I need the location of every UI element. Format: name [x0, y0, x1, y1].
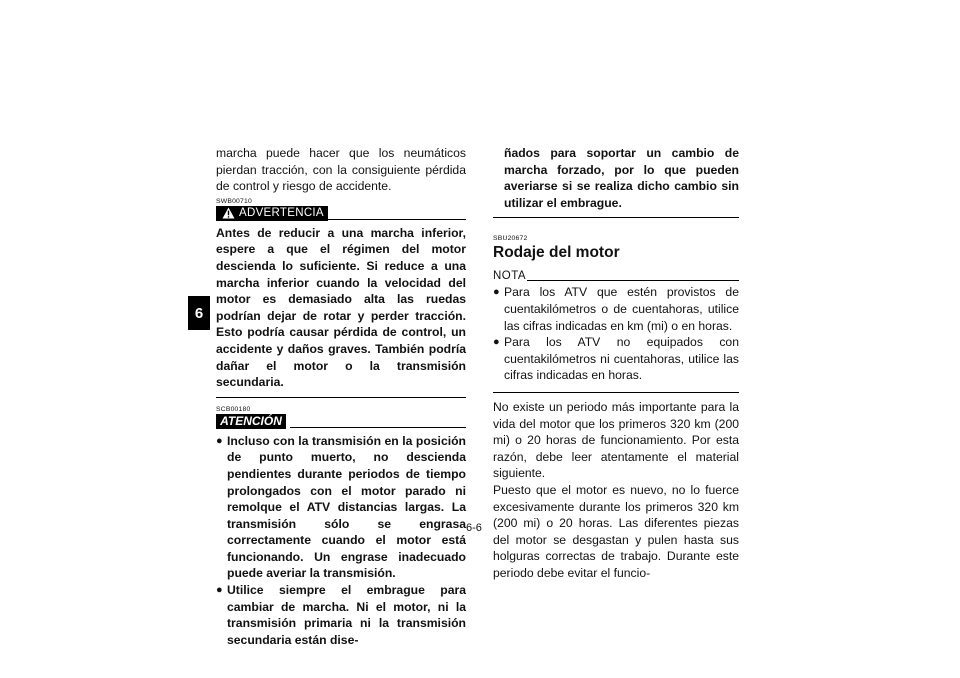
section-code: SBU20672 — [493, 235, 528, 243]
left-column — [216, 145, 466, 648]
section-title: Rodaje del motor — [493, 244, 620, 262]
warning-badge — [216, 206, 328, 221]
intro-text: marcha puede hacer que los neumáticos pierdan tracción, con la consiguiente pérdida de control y riesgo de accidente. — [216, 146, 466, 194]
nota-item — [493, 334, 739, 384]
page-number: 6-6 — [466, 522, 482, 534]
caution-end-rule — [493, 217, 739, 218]
body-paragraph: No existe un periodo más importante para la vida del motor que los primeros 320 km (200 mi) o 20 horas de funcionamiento. Por esta razón, debe leer atentamente el material siguiente. — [493, 399, 739, 481]
caution-item — [216, 582, 466, 648]
right-column — [493, 145, 739, 581]
warning-header — [216, 206, 466, 222]
caution-item-text: Incluso con la transmisión en la posición de punto muerto, no descienda pendientes durante periodos de tiempo prolongados con el motor parado ni remolque el ATV distancias largas. La transmisión sólo se engrasa correctamente cuando el motor está funcionando. Un engrase inadecuado puede averiar la transmisión. — [227, 433, 466, 581]
caution-header — [216, 414, 466, 430]
caution-header-rule — [290, 427, 466, 428]
bullet-icon: ● — [216, 584, 223, 597]
warning-label: ADVERTENCIA — [239, 206, 324, 219]
bullet-icon: ● — [493, 336, 500, 349]
nota-header — [493, 268, 739, 284]
caution-item — [216, 433, 466, 582]
bullet-icon: ● — [493, 286, 500, 299]
body-paragraph: Puesto que el motor es nuevo, no lo fuerce excesivamente durante los primeros 320 km (200 mi) o 20 horas. Las diferentes piezas del motor se desgastan y pulen hasta sus holguras correctas de trabajo. Durante este periodo debe evitar el funcio- — [493, 482, 739, 580]
caution-label: ATENCIÓN — [220, 413, 282, 428]
nota-item-text: Para los ATV que estén provistos de cuentakilómetros o de cuentahoras, utilice las cifras indicadas en km (mi) o en horas. — [504, 285, 739, 333]
warning-triangle-icon — [222, 207, 235, 219]
nota-header-rule — [527, 280, 739, 281]
nota-item-text: Para los ATV no equipados con cuentakilómetros ni cuentahoras, utilice las cifras indicadas en horas. — [504, 335, 739, 383]
bullet-icon: ● — [216, 434, 223, 447]
chapter-tab: 6 — [188, 296, 210, 330]
nota-item — [493, 284, 739, 334]
warning-code: SWB00710 — [216, 197, 252, 205]
caution-code: SCB00180 — [216, 405, 251, 413]
nota-label: NOTA — [493, 270, 527, 283]
warning-text: Antes de reducir a una marcha inferior, espere a que el régimen del motor descienda lo suficiente. Si reduce a una marcha inferior cuando la velocidad del motor es demasiado alta las ruedas podrían dejar de rotar y perder tracción. Esto podría causar pérdida de control, un accidente y daños graves. También podría dañar el motor o la transmisión secundaria. — [216, 225, 466, 390]
caution-item-text: Utilice siempre el embrague para cambiar de marcha. Ni el motor, ni la transmisión primaria ni la transmisión secundaria están dise- — [227, 583, 466, 647]
caution-continuation: ñados para soportar un cambio de marcha forzado, por lo que pueden averiarse si se realiza dicho cambio sin utilizar el embrague. — [504, 146, 739, 210]
nota-end-rule — [493, 392, 739, 393]
warning-end-rule — [216, 397, 466, 398]
caution-badge — [216, 414, 286, 429]
